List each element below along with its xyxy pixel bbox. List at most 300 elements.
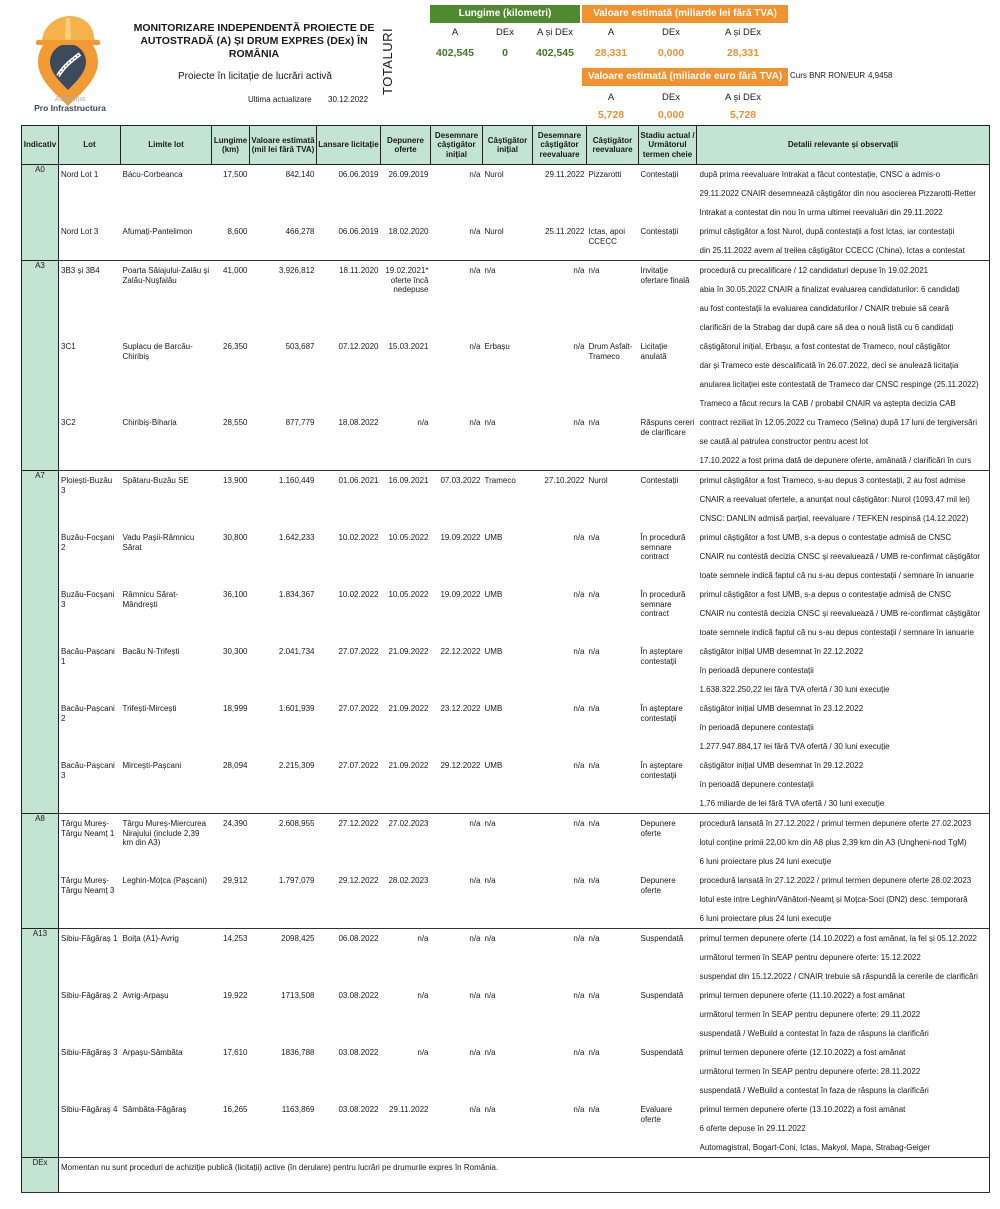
- desemnare_reev-cell: n/a: [533, 756, 587, 814]
- castigator-cell: UMB: [484, 647, 503, 656]
- valoare-cell: 3.926,812: [250, 261, 317, 338]
- observation-line: se caută al patrulea constructor pentru acest lot: [699, 437, 869, 446]
- stadiu-cell: În procedură semnare contract: [640, 533, 686, 561]
- totals-eur-col-a: A: [607, 92, 615, 103]
- table-row: [22, 929, 990, 987]
- lot-cell: Sibiu-Făgăraș 1: [59, 929, 121, 987]
- limite-cell: Vadu Pașii-Râmnicu Sărat: [122, 533, 195, 552]
- col-header: Câștigător inițial: [483, 126, 533, 165]
- desemnare-cell: 19.09.2022: [440, 590, 481, 599]
- castigator-cell: n/a: [483, 261, 533, 338]
- limite-cell: Râmnicu Sărat-Mândrești: [122, 590, 179, 609]
- stadiu-cell: Contestații: [639, 471, 697, 529]
- lansare-cell: 10.02.2022: [338, 590, 379, 599]
- observations-cell: [697, 756, 990, 814]
- stadiu-cell: Contestații: [639, 165, 697, 223]
- lot-cell: Bacău-Pașcani 2: [59, 699, 121, 756]
- lansare-cell: 27.07.2022: [317, 756, 381, 814]
- castigator-cell: UMB: [483, 756, 533, 814]
- lot-cell: 3C1: [59, 337, 121, 413]
- lungime-cell: 28,550: [212, 413, 250, 471]
- stadiu-cell: Răspuns cereri de clarificare: [639, 413, 697, 471]
- totals-eur-a: 5,728: [597, 109, 625, 121]
- table-row: [22, 165, 990, 223]
- lot-cell: Târgu Mureș-Târgu Neamț 3: [59, 871, 121, 929]
- lungime-cell: 30,800: [223, 533, 248, 542]
- valoare-cell: 1.797,079: [250, 871, 317, 929]
- table-row: [22, 756, 990, 814]
- depunere-cell: 21.09.2022: [388, 704, 429, 713]
- col-header: Depunere oferte: [381, 126, 431, 165]
- desemnare_reev-cell: n/a: [533, 871, 587, 929]
- stadiu-cell: Suspendată: [639, 929, 697, 987]
- valoare-cell: 2.041,734: [278, 647, 315, 656]
- stadiu-cell: Evaluare oferte: [639, 1100, 697, 1158]
- col-header: Detalii relevante și observații: [697, 126, 990, 165]
- stadiu-cell: Suspendată: [640, 1048, 684, 1057]
- observation-line: primul câștigător a fost UMB, s-a depus o contestație admisă de CNSC: [699, 590, 952, 599]
- observation-line: în perioadă depunere contestații: [699, 666, 814, 675]
- dex-note: Momentan nu sunt proceduri de achiziție publică (licitații) active (în derulare) pentru lucrări pe drumurile expres în România.: [59, 1158, 990, 1193]
- castigator_reev-cell: Drum Asfalt-Trameco: [588, 342, 633, 361]
- desemnare_reev-cell: n/a: [573, 1048, 585, 1057]
- valoare-cell: 1.601,939: [278, 704, 315, 713]
- observation-line: 29.11.2022 CNAIR desemnează câștigător din nou asocierea Pizzarotti-Retter: [699, 189, 976, 198]
- lot-cell: Sibiu-Făgăraș 4: [59, 1100, 121, 1158]
- observations-cell: [697, 261, 990, 338]
- lungime-cell: 41,000: [212, 261, 250, 338]
- observations-cell: [697, 222, 990, 261]
- observation-line: CNSC: DANLIN admisă parțial, reevaluare / TEFKEN respinsă (14.12.2022): [699, 514, 969, 523]
- limite-cell: Bacău N-Trifești: [122, 647, 180, 656]
- totals-length-dex: 0: [502, 47, 508, 59]
- lungime-cell: 13,900: [212, 471, 250, 529]
- observation-line: 1.277.947.884,17 lei fără TVA ofertă / 30 luni execuție: [699, 742, 890, 751]
- observation-line: CNAIR nu contestă decizia CNSC și reevaluează / UMB re-confirmat câștigător: [699, 552, 981, 561]
- table-row: [22, 413, 990, 471]
- last-updated-value: 30.12.2022: [328, 95, 369, 104]
- limite-cell: Târgu Mureș-Miercurea Nirajului (include 2,39 km din A3): [121, 814, 212, 872]
- castigator_reev-cell: Nurol: [587, 471, 639, 529]
- castigator-cell: Trameco: [483, 471, 533, 529]
- observations-cell: [697, 986, 990, 1043]
- observation-line: următorul termen în SEAP pentru depunere oferte: 28.11.2022: [699, 1067, 921, 1076]
- page-subtitle: Proiecte în licitație de lucrări activă: [178, 71, 332, 82]
- castigator-cell: UMB: [484, 533, 503, 542]
- castigator_reev-cell: Ictas, apoi CCECC: [587, 222, 639, 261]
- table-header-row: [22, 126, 990, 165]
- depunere-cell: 27.02.2023: [381, 814, 431, 872]
- observation-line: lotul conține primii 22,00 km din A8 plus 2,39 km din A3 (Ungheni-nod TgM): [699, 838, 967, 847]
- desemnare_reev-cell: n/a: [573, 590, 585, 599]
- lungime-cell: 19,922: [223, 991, 248, 1000]
- limite-cell: Afumați-Pantelimon: [121, 222, 212, 261]
- observation-line: suspendată / WeBuild a contestat în faza de răspuns la clarificări: [699, 1029, 929, 1038]
- limite-cell: Chiribiș-Biharia: [121, 413, 212, 471]
- desemnare_reev-cell: n/a: [573, 991, 585, 1000]
- desemnare-cell: n/a: [431, 165, 483, 223]
- lungime-cell: 28,094: [212, 756, 250, 814]
- observation-line: au fost contestații la evaluarea candidaturilor / CNAIR trebuie să ceară: [699, 304, 949, 313]
- table-row: [22, 1100, 990, 1158]
- castigator_reev-cell: n/a: [587, 929, 639, 987]
- stadiu-cell: Depunere oferte: [639, 814, 697, 872]
- lot-cell: Ploiești-Buzău 3: [59, 471, 121, 529]
- castigator-cell: n/a: [483, 814, 533, 872]
- table-row: [22, 1043, 990, 1100]
- observation-line: câștigător inițial UMB desemnat în 23.12.2022: [699, 704, 864, 713]
- lansare-cell: 27.07.2022: [338, 647, 379, 656]
- observation-line: în perioadă depunere contestații: [699, 723, 814, 732]
- totals-lei-a: 28,331: [594, 47, 628, 59]
- desemnare-cell: n/a: [431, 814, 483, 872]
- lungime-cell: 24,390: [212, 814, 250, 872]
- desemnare-cell: n/a: [469, 342, 481, 351]
- valoare-cell: 2.608,955: [250, 814, 317, 872]
- desemnare_reev-cell: n/a: [573, 647, 585, 656]
- castigator_reev-cell: n/a: [587, 814, 639, 872]
- observation-line: 17.10.2022 a fost prima dată de depunere oferte, amânată / clarificări în curs: [699, 456, 972, 465]
- lot-cell: 3C2: [59, 413, 121, 471]
- desemnare_reev-cell: n/a: [573, 342, 585, 351]
- totals-length-col-total: A și DEx: [537, 27, 573, 38]
- desemnare-cell: n/a: [431, 413, 483, 471]
- observation-line: procedură lansată în 27.12.2022 / primul termen depunere oferte 28.02.2023: [699, 876, 972, 885]
- limite-cell: Avrig-Arpașu: [122, 991, 169, 1000]
- lungime-cell: 29,912: [212, 871, 250, 929]
- desemnare-cell: n/a: [431, 871, 483, 929]
- lansare-cell: 10.02.2022: [338, 533, 379, 542]
- observation-line: câștigătorul inițial, Erbașu, a fost contestat de Trameco, noul câștigător: [699, 342, 951, 351]
- desemnare-cell: 29.12.2022: [431, 756, 483, 814]
- indicativ-cell: DEx: [22, 1158, 59, 1193]
- observation-line: CNAIR a reevaluat ofertele, a anunțat noul câștigător: Nurol (1093,47 mil lei): [699, 495, 970, 504]
- lot-cell: Bacău-Pașcani 3: [59, 756, 121, 814]
- lansare-cell: 06.06.2019: [317, 165, 381, 223]
- valoare-cell: 1836,788: [281, 1048, 315, 1057]
- lot-cell: Buzău-Focșani 3: [59, 585, 121, 642]
- stadiu-cell: Invitație ofertare finală: [639, 261, 697, 338]
- totals-length-total: 402,545: [536, 47, 574, 59]
- observations-cell: [697, 165, 990, 223]
- castigator_reev-cell: n/a: [588, 647, 600, 656]
- indicativ-cell: A8: [22, 814, 59, 929]
- limite-cell: Boița (A1)-Avrig: [121, 929, 212, 987]
- castigator-cell: Nurol: [483, 222, 533, 261]
- observation-line: toate semnele indică faptul că nu s-au depus contestații / semnare în ianuarie: [699, 628, 974, 637]
- observation-line: procedură cu precalificare / 12 candidaturi depuse în 19.02.2021: [699, 266, 929, 275]
- totals-length-col-a: A: [451, 27, 459, 38]
- observation-line: următorul termen în SEAP pentru depunere oferte: 29.11.2022: [699, 1010, 921, 1019]
- lot-cell: Bacău-Pașcani 1: [59, 642, 121, 699]
- stadiu-cell: În procedură semnare contract: [640, 590, 686, 618]
- stadiu-cell: Contestații: [639, 222, 697, 261]
- observation-line: 1.638.322.250,22 lei fără TVA ofertă / 30 luni execuție: [699, 685, 890, 694]
- depunere-cell: 19.02.2021* oferte încă nedepuse: [381, 261, 431, 338]
- col-header: Lungime (km): [212, 126, 250, 165]
- observation-line: Automagistral, Bogart-Coni, Ictas, Makyol, Mapa, Strabag-Geiger: [699, 1143, 931, 1152]
- valoare-cell: 842,140: [250, 165, 317, 223]
- observations-cell: [697, 413, 990, 471]
- limite-cell: Mircești-Pașcani: [121, 756, 212, 814]
- lansare-cell: 27.07.2022: [338, 704, 379, 713]
- desemnare_reev-cell: n/a: [533, 929, 587, 987]
- observation-line: abia în 30.05.2022 CNAIR a finalizat evaluarea candidaturilor: 6 candidați: [699, 285, 960, 294]
- castigator_reev-cell: n/a: [587, 756, 639, 814]
- table-row: [22, 814, 990, 872]
- table-row: [22, 699, 990, 756]
- castigator-cell: Nurol: [483, 165, 533, 223]
- totals-length-a: 402,545: [436, 47, 474, 59]
- castigator_reev-cell: Pizzarotti: [587, 165, 639, 223]
- lungime-cell: 36,100: [223, 590, 248, 599]
- observations-cell: [697, 528, 990, 585]
- castigator_reev-cell: n/a: [588, 991, 600, 1000]
- valoare-cell: 877,779: [250, 413, 317, 471]
- valoare-cell: 503,687: [285, 342, 315, 351]
- valoare-cell: 466,278: [250, 222, 317, 261]
- observation-line: primul câștigător a fost Trameco, s-au depus 3 contestații, 2 au fost admise: [699, 476, 966, 485]
- indicativ-cell: A0: [22, 165, 59, 261]
- last-updated-label: Ultima actualizare: [248, 95, 312, 104]
- desemnare_reev-cell: 25.11.2022: [533, 222, 587, 261]
- lungime-cell: 26,350: [223, 342, 248, 351]
- lungime-cell: 8,600: [212, 222, 250, 261]
- limite-cell: Poarta Sălajului-Zalău și Zalău-Nușfalău: [121, 261, 212, 338]
- page-title: MONITORIZARE INDEPENDENTĂ PROIECTE DE AUTOSTRADĂ (A) ȘI DRUM EXPRES (DEx) ÎN ROMÂNIA: [133, 22, 375, 60]
- lansare-cell: 29.12.2022: [317, 871, 381, 929]
- lansare-cell: 06.08.2022: [317, 929, 381, 987]
- desemnare_reev-cell: n/a: [533, 1100, 587, 1158]
- observations-cell: [697, 337, 990, 413]
- indicativ-cell: A13: [22, 929, 59, 1158]
- valoare-cell: 1713,508: [281, 991, 315, 1000]
- table-row: [22, 471, 990, 529]
- observation-line: 6 luni proiectare plus 24 luni execuție: [699, 914, 832, 923]
- depunere-cell: n/a: [381, 929, 431, 987]
- desemnare_reev-cell: n/a: [573, 533, 585, 542]
- observation-line: primul termen depunere oferte (13.10.2022) a fost amânat: [699, 1105, 906, 1114]
- castigator-cell: UMB: [484, 704, 503, 713]
- castigator_reev-cell: n/a: [587, 261, 639, 338]
- lungime-cell: 17,500: [212, 165, 250, 223]
- observation-line: CNAIR nu contestă decizia CNSC și reevaluează / UMB re-confirmat câștigător: [699, 609, 981, 618]
- stadiu-cell: În așteptare contestații: [639, 756, 697, 814]
- totals-length-header: Lungime (kilometri): [430, 5, 580, 23]
- observations-cell: [697, 471, 990, 529]
- col-header: Lansare licitație: [317, 126, 381, 165]
- observation-line: lotul este intre Leghin/Vânători-Neamț și Moțca-Soci (DN2) desc. temporară: [699, 895, 968, 904]
- observation-line: următorul termen în SEAP pentru depunere oferte: 15.12.2022: [699, 953, 921, 962]
- lot-cell: Nord Lot 3: [59, 222, 121, 261]
- castigator_reev-cell: n/a: [588, 533, 600, 542]
- valoare-cell: 1163,869: [250, 1100, 317, 1158]
- desemnare-cell: n/a: [469, 991, 481, 1000]
- logo-subtitle: Asociația: [54, 94, 86, 103]
- lansare-cell: 03.08.2022: [317, 1100, 381, 1158]
- depunere-cell: 28.02.2023: [381, 871, 431, 929]
- depunere-cell: 16.09.2021: [381, 471, 431, 529]
- lansare-cell: 07.12.2020: [338, 342, 379, 351]
- lansare-cell: 03.08.2022: [338, 991, 379, 1000]
- lungime-cell: 18,999: [223, 704, 248, 713]
- depunere-cell: n/a: [417, 991, 429, 1000]
- lot-cell: Nord Lot 1: [59, 165, 121, 223]
- desemnare_reev-cell: 29.11.2022: [533, 165, 587, 223]
- table-row: [22, 528, 990, 585]
- observation-line: dar și Trameco este descalificată în 26.07.2022, deci se anulează licitația: [699, 361, 959, 370]
- lot-cell: Sibiu-Făgăraș 3: [59, 1043, 121, 1100]
- limite-cell: Leghin-Moțca (Pașcani): [121, 871, 212, 929]
- col-header: Limite lot: [121, 126, 212, 165]
- observation-line: procedură lansată în 27.12.2022 / primul termen depunere oferte 27.02.2023: [699, 819, 972, 828]
- lungime-cell: 14,253: [212, 929, 250, 987]
- valoare-cell: 1.834,367: [278, 590, 315, 599]
- col-header: Desemnare câștigător reevaluare: [533, 126, 587, 165]
- castigator-cell: n/a: [483, 413, 533, 471]
- depunere-cell: n/a: [417, 1048, 429, 1057]
- observation-line: câștigător inițial UMB desemnat în 22.12.2022: [699, 647, 864, 656]
- limite-cell: Bácu-Corbeanca: [121, 165, 212, 223]
- logo-name: Pro Infrastructura: [34, 103, 106, 113]
- castigator_reev-cell: n/a: [588, 1048, 600, 1057]
- observation-line: după prima reevaluare Intrakat a făcut contestație, CNSC a admis-o: [699, 170, 941, 179]
- table-row: [22, 871, 990, 929]
- lansare-cell: 06.06.2019: [317, 222, 381, 261]
- depunere-cell: n/a: [381, 413, 431, 471]
- depunere-cell: 10.05.2022: [388, 533, 429, 542]
- totals-eur-header: Valoare estimată (miliarde euro fără TVA): [582, 68, 788, 86]
- totals-label: TOTALURI: [380, 27, 395, 95]
- lot-cell: Buzău-Focșani 2: [59, 528, 121, 585]
- lot-cell: 3B3 și 3B4: [59, 261, 121, 338]
- observation-line: toate semnele indică faptul că nu s-au depus contestații / semnare în ianuarie: [699, 571, 974, 580]
- desemnare-cell: 19.09.2022: [440, 533, 481, 542]
- castigator_reev-cell: n/a: [587, 871, 639, 929]
- indicativ-cell: A7: [22, 471, 59, 814]
- limite-cell: Arpașu-Sâmbăta: [122, 1048, 183, 1057]
- observation-line: 1,76 miliarde de lei fără TVA ofertă / 30 luni execuție: [699, 799, 885, 808]
- observations-cell: [697, 871, 990, 929]
- exchange-rate-value: 4,9458: [868, 71, 893, 80]
- stadiu-cell: Suspendată: [640, 991, 684, 1000]
- desemnare_reev-cell: n/a: [533, 413, 587, 471]
- observation-line: contract reziliat în 12.05.2022 cu Trameco (Selina) după 17 luni de tergiversări: [699, 418, 977, 427]
- depunere-cell: 10.05.2022: [388, 590, 429, 599]
- lansare-cell: 01.06.2021: [317, 471, 381, 529]
- projects-table: [21, 125, 990, 1193]
- castigator-cell: n/a: [483, 871, 533, 929]
- stadiu-cell: Licitație anulată: [640, 342, 668, 361]
- lansare-cell: 18.11.2020: [317, 261, 381, 338]
- observation-line: primul câștigător a fost Nurol, după contestații a fost Ictas, iar contestații: [699, 227, 955, 236]
- desemnare-cell: n/a: [431, 222, 483, 261]
- observations-cell: [697, 699, 990, 756]
- observations-cell: [697, 929, 990, 987]
- observations-cell: [697, 814, 990, 872]
- stadiu-cell: În așteptare contestații: [640, 704, 683, 723]
- table-row: [22, 642, 990, 699]
- observation-line: Intrakat a contestat din nou în urma ultimei reevaluări din 29.11.2022: [699, 208, 943, 217]
- observation-line: suspendată / WeBuild a contestat în faza de răspuns la clarificări: [699, 1086, 929, 1095]
- desemnare_reev-cell: 27.10.2022: [533, 471, 587, 529]
- table-row: [22, 261, 990, 338]
- castigator_reev-cell: n/a: [587, 1100, 639, 1158]
- totals-lei-col-a: A: [607, 27, 615, 38]
- observation-line: din 25.11.2022 avem al treilea câștigător CCECC (China), Ictas a contestat: [699, 246, 965, 255]
- observation-line: primul termen depunere oferte (12.10.2022) a fost amânat: [699, 1048, 906, 1057]
- totals-lei-header: Valoare estimată (miliarde lei fără TVA): [582, 5, 788, 23]
- desemnare-cell: n/a: [431, 261, 483, 338]
- stadiu-cell: Depunere oferte: [639, 871, 697, 929]
- observation-line: Trameco a făcut recurs la CAB / probabil CNAIR va aștepta decizia CAB: [699, 399, 956, 408]
- observation-line: primul termen depunere oferte (11.10.2022) a fost amânat: [699, 991, 905, 1000]
- table-row: [22, 986, 990, 1043]
- castigator-cell: n/a: [484, 1048, 496, 1057]
- col-header: Indicativ: [22, 126, 59, 165]
- observation-line: câștigător inițial UMB desemnat în 29.12.2022: [699, 761, 864, 770]
- table-body: [22, 165, 990, 1193]
- lot-cell: Târgu Mureș-Târgu Neamț 1: [59, 814, 121, 872]
- col-header: Stadiu actual / Următorul termen cheie: [639, 126, 697, 165]
- castigator_reev-cell: n/a: [588, 590, 600, 599]
- castigator_reev-cell: n/a: [588, 704, 600, 713]
- valoare-cell: 1.160,449: [250, 471, 317, 529]
- lansare-cell: 27.12.2022: [317, 814, 381, 872]
- table-row: [22, 585, 990, 642]
- depunere-cell: 21.09.2022: [388, 647, 429, 656]
- table-row: [22, 222, 990, 261]
- totals-eur-dex: 0,000: [657, 109, 685, 121]
- observation-line: clarificări de la Strabag dar după care să dea o nouă listă cu 6 candidați: [699, 323, 954, 332]
- observations-cell: [697, 585, 990, 642]
- castigator-cell: UMB: [484, 590, 503, 599]
- desemnare-cell: n/a: [431, 1100, 483, 1158]
- lansare-cell: 03.08.2022: [338, 1048, 379, 1057]
- observations-cell: [697, 1043, 990, 1100]
- col-header: Valoare estimată (mil lei fără TVA): [250, 126, 317, 165]
- observation-line: 6 luni proiectare plus 24 luni execuție: [699, 857, 832, 866]
- observation-line: primul termen depunere oferte (14.10.2022) a fost amânat, la fel și 05.12.2022: [699, 934, 978, 943]
- valoare-cell: 1.642,233: [278, 533, 315, 542]
- totals-eur-total: 5,728: [729, 109, 757, 121]
- desemnare-cell: 22.12.2022: [440, 647, 481, 656]
- limite-cell: Spătaru-Buzău SE: [121, 471, 212, 529]
- desemnare-cell: 07.03.2022: [431, 471, 483, 529]
- lungime-cell: 16,265: [212, 1100, 250, 1158]
- castigator_reev-cell: n/a: [587, 413, 639, 471]
- observation-line: anularea licitației este contestată de Trameco dar CNSC respinge (25.11.2022): [699, 380, 979, 389]
- stadiu-cell: În așteptare contestații: [640, 647, 683, 666]
- lungime-cell: 17,610: [223, 1048, 248, 1057]
- observation-line: 6 oferte depuse în 29.11.2022: [699, 1124, 806, 1133]
- castigator-cell: n/a: [483, 1100, 533, 1158]
- desemnare_reev-cell: n/a: [533, 261, 587, 338]
- observations-cell: [697, 642, 990, 699]
- col-header: Desemnare câștigător inițial: [431, 126, 483, 165]
- exchange-rate-label: Curs BNR RON/EUR: [790, 71, 866, 80]
- desemnare-cell: n/a: [431, 929, 483, 987]
- lot-cell: Sibiu-Făgăraș 2: [59, 986, 121, 1043]
- lansare-cell: 18.08.2022: [317, 413, 381, 471]
- castigator-cell: n/a: [483, 929, 533, 987]
- observations-cell: [697, 1100, 990, 1158]
- limite-cell: Trifești-Mircești: [122, 704, 177, 713]
- totals-eur-col-total: A și DEx: [725, 92, 761, 103]
- observation-line: în perioadă depunere contestații: [699, 780, 814, 789]
- lungime-cell: 30,300: [223, 647, 248, 656]
- desemnare_reev-cell: n/a: [533, 814, 587, 872]
